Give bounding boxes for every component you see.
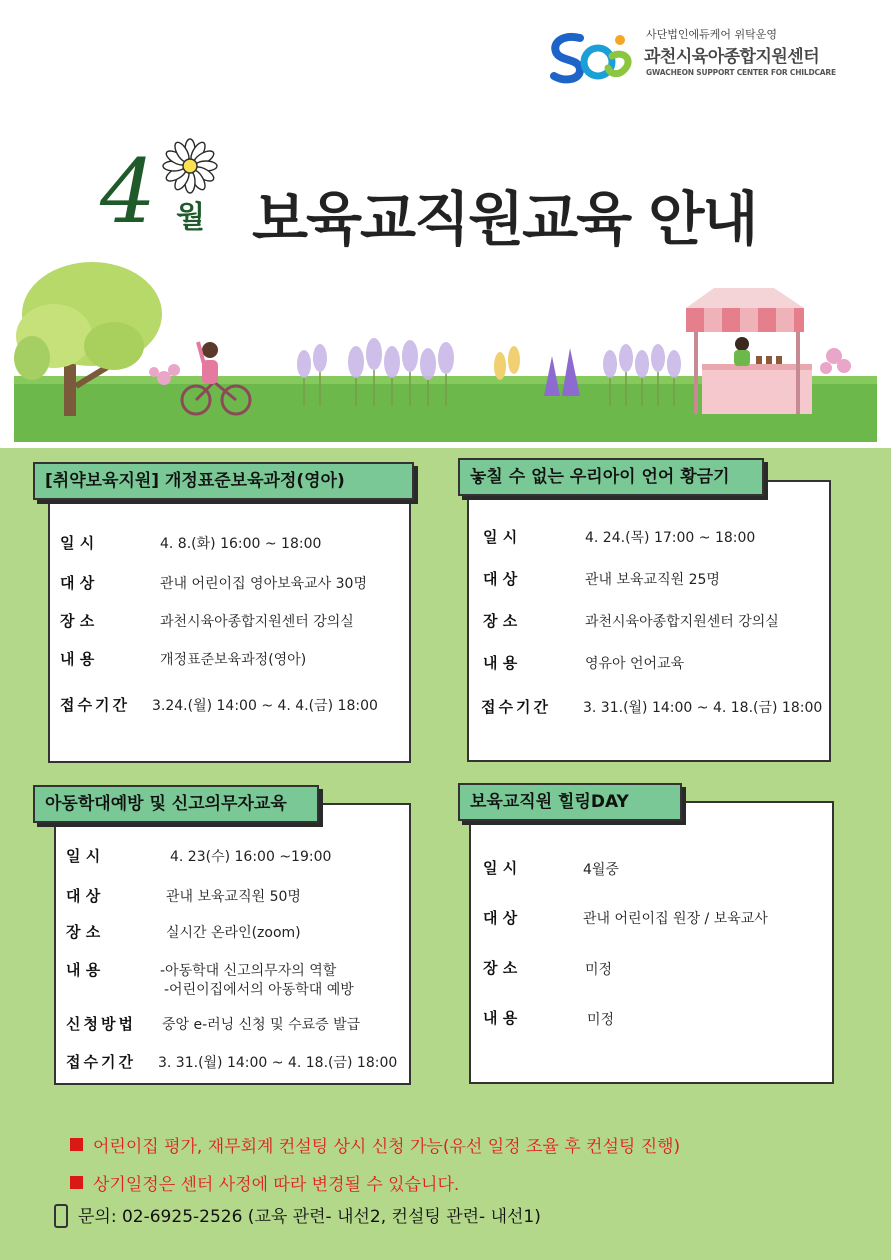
notice-text-1: 어린이집 평가, 재무회계 컨설팅 상시 신청 가능(유선 일정 조율 후 컨설팅 진행) <box>93 1137 681 1157</box>
field-value-content-1: -아동학대 신고의무자의 역할 <box>160 963 337 979</box>
field-value-place: 실시간 온라인(zoom) <box>166 925 301 941</box>
title-month-number: 4 <box>100 140 156 243</box>
field-value-target: 관내 어린이집 영아보육교사 30명 <box>160 576 367 592</box>
field-key-content: 내 용 <box>60 650 95 668</box>
field-value-content: 영유아 언어교육 <box>585 656 685 672</box>
title-month-unit: 월 <box>176 200 205 235</box>
field-value-date: 4. 23(수) 16:00 ~19:00 <box>170 849 332 865</box>
contact-line <box>54 1202 541 1228</box>
field-key-method: 신청방법 <box>66 1015 136 1033</box>
program-title-4: 보육교직원 힐링DAY <box>458 783 682 821</box>
program-card-3 <box>54 803 411 1085</box>
program-title-2: 놓칠 수 없는 우리아이 언어 황금기 <box>458 458 764 496</box>
field-key-target: 대 상 <box>483 909 518 927</box>
red-square-bullet-icon <box>70 1176 83 1189</box>
program-card-1 <box>48 498 411 763</box>
phone-icon <box>54 1204 68 1228</box>
field-key-content: 내 용 <box>66 961 101 979</box>
program-title-3: 아동학대예방 및 신고의무자교육 <box>33 785 319 823</box>
field-key-registration: 접수기간 <box>66 1053 136 1071</box>
field-value-target: 관내 보육교직원 25명 <box>585 572 720 588</box>
program-card-2 <box>467 480 831 762</box>
program-title-1: [취약보육지원] 개정표준보육과정(영아) <box>33 462 414 500</box>
field-value-target: 관내 어린이집 원장 / 보육교사 <box>583 911 768 927</box>
field-key-date: 일 시 <box>483 859 518 877</box>
field-value-date: 4. 24.(목) 17:00 ~ 18:00 <box>585 530 756 546</box>
field-key-content: 내 용 <box>483 1009 518 1027</box>
logo-mark-icon <box>550 30 640 86</box>
field-key-registration: 접수기간 <box>481 698 551 716</box>
field-key-place: 장 소 <box>60 612 95 630</box>
field-key-target: 대 상 <box>60 574 95 592</box>
logo-subtitle: 사단법인에듀케어 위탁운영 <box>646 28 778 41</box>
field-value-method: 중앙 e-러닝 신청 및 수료증 발급 <box>162 1017 361 1033</box>
field-value-date: 4월중 <box>583 862 619 878</box>
header-area <box>0 0 891 448</box>
contact-text: 문의: 02-6925-2526 (교육 관련- 내선2, 컨설팅 관련- 내선1) <box>78 1207 541 1227</box>
field-value-date: 4. 8.(화) 16:00 ~ 18:00 <box>160 536 322 552</box>
page-title: 보육교직원교육 안내 <box>252 185 757 253</box>
field-key-content: 내 용 <box>483 654 518 672</box>
field-key-place: 장 소 <box>66 923 101 941</box>
notice-line-1 <box>70 1132 680 1157</box>
field-value-place: 과천시육아종합지원센터 강의실 <box>585 614 779 630</box>
field-value-place: 미정 <box>585 962 613 978</box>
daisy-icon <box>160 138 220 196</box>
field-key-registration: 접수기간 <box>60 696 130 714</box>
field-value-registration: 3. 31.(월) 14:00 ~ 4. 18.(금) 18:00 <box>158 1055 398 1071</box>
red-square-bullet-icon <box>70 1138 83 1151</box>
program-card-4 <box>469 801 834 1084</box>
field-value-registration: 3. 31.(월) 14:00 ~ 4. 18.(금) 18:00 <box>583 700 823 716</box>
field-value-target: 관내 보육교직원 50명 <box>166 889 301 905</box>
field-key-date: 일 시 <box>66 847 101 865</box>
field-value-content: 개정표준보육과정(영아) <box>160 652 307 668</box>
notice-line-2 <box>70 1170 459 1195</box>
field-value-registration: 3.24.(월) 14:00 ~ 4. 4.(금) 18:00 <box>152 698 378 714</box>
field-value-content: 미정 <box>587 1012 615 1028</box>
logo-english: GWACHEON SUPPORT CENTER FOR CHILDCARE <box>646 68 836 77</box>
notice-text-2: 상기일정은 센터 사정에 따라 변경될 수 있습니다. <box>93 1175 460 1195</box>
field-value-content-2: -어린이집에서의 아동학대 예방 <box>164 982 354 998</box>
spring-scene-illustration <box>14 236 877 442</box>
logo-name: 과천시육아종합지원센터 <box>644 47 820 67</box>
field-key-place: 장 소 <box>483 959 518 977</box>
center-logo <box>550 26 870 86</box>
field-key-target: 대 상 <box>66 887 101 905</box>
field-value-place: 과천시육아종합지원센터 강의실 <box>160 614 354 630</box>
field-key-target: 대 상 <box>483 570 518 588</box>
field-key-date: 일 시 <box>60 534 95 552</box>
field-key-date: 일 시 <box>483 528 518 546</box>
field-key-place: 장 소 <box>483 612 518 630</box>
